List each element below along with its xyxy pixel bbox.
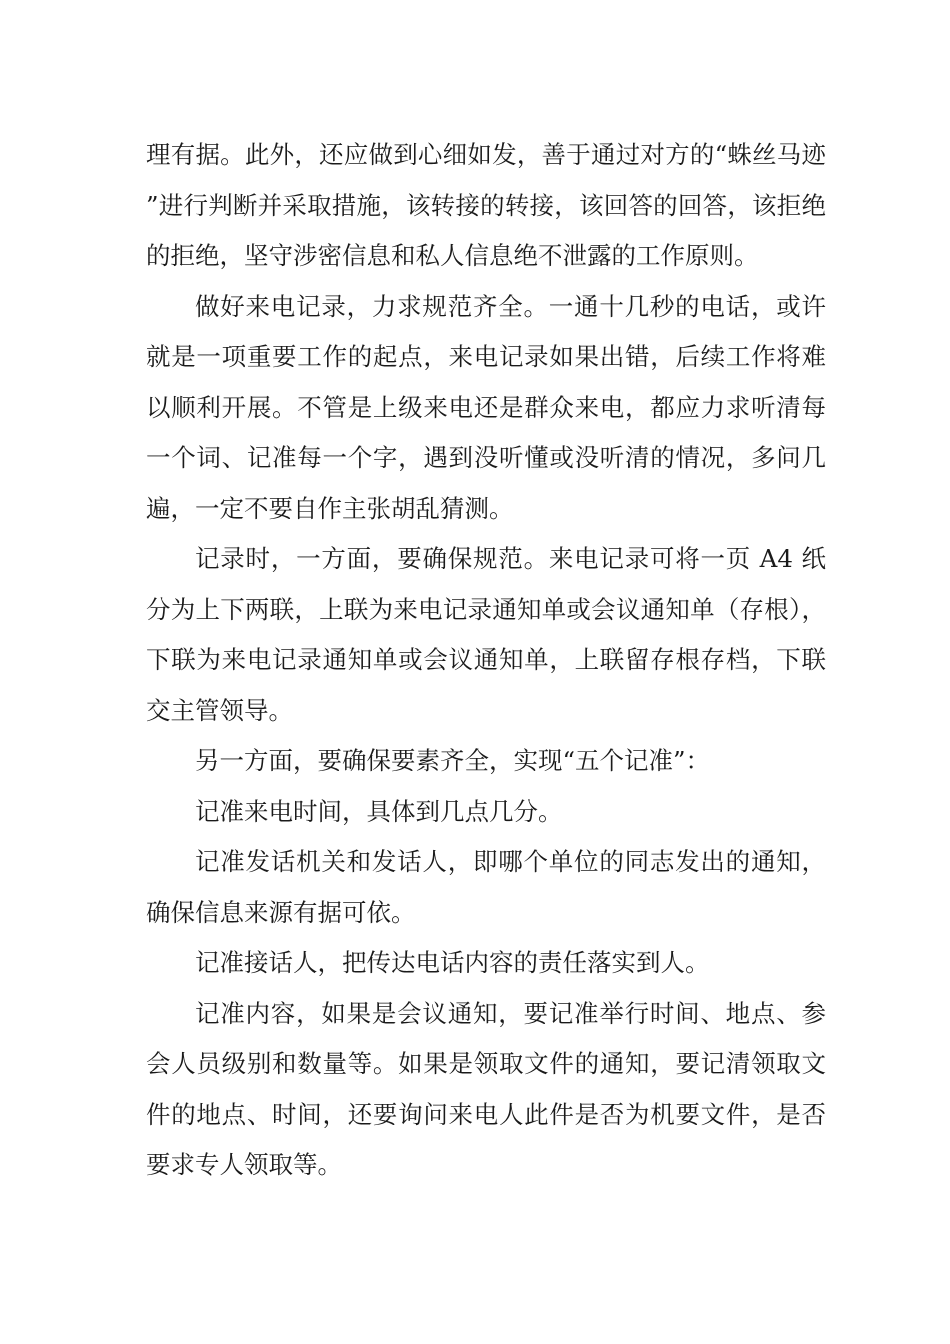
paragraph-7: 记准接话人，把传达电话内容的责任落实到人。 — [195, 948, 710, 977]
paragraph-4: 另一方面，要确保要素齐全，实现“五个记准”： — [195, 746, 711, 775]
paragraph-1: 理有据。此外，还应做到心细如发，善于通过对方的“蛛丝马迹”进行判断并采取措施，该转接的转接，该回答的回答，该拒绝的拒绝，坚守涉密信息和私人信息绝不泄露的工作原则。 — [146, 140, 826, 270]
paragraph-5: 记准来电时间，具体到几点几分。 — [195, 796, 563, 826]
paragraph-3: 记录时，一方面，要确保规范。来电记录可将一页 A4 纸分为上下两联，上联为来电记录通知单或会议通知单（存根），下联为来电记录通知单或会议通知单，上联留存根存档，下联交主管领导。 — [146, 544, 826, 725]
paragraph-8: 记准内容，如果是会议通知，要记准举行时间、地点、参会人员级别和数量等。如果是领取文件的通知，要记清领取文件的地点、时间，还要询问来电人此件是否为机要文件，是否要求专人领取等。 — [146, 998, 826, 1179]
paragraph-6: 记准发话机关和发话人，即哪个单位的同志发出的通知，确保信息来源有据可依。 — [146, 847, 826, 927]
paragraph-2: 做好来电记录，力求规范齐全。一通十几秒的电话，或许就是一项重要工作的起点，来电记录如果出错，后续工作将难以顺利开展。不管是上级来电还是群众来电，都应力求听清每一个词、记准每一个字，遇到没听懂或没听清的情况，多问几遍，一定不要自作主张胡乱猜测。 — [146, 291, 826, 523]
document-body — [146, 130, 826, 1191]
